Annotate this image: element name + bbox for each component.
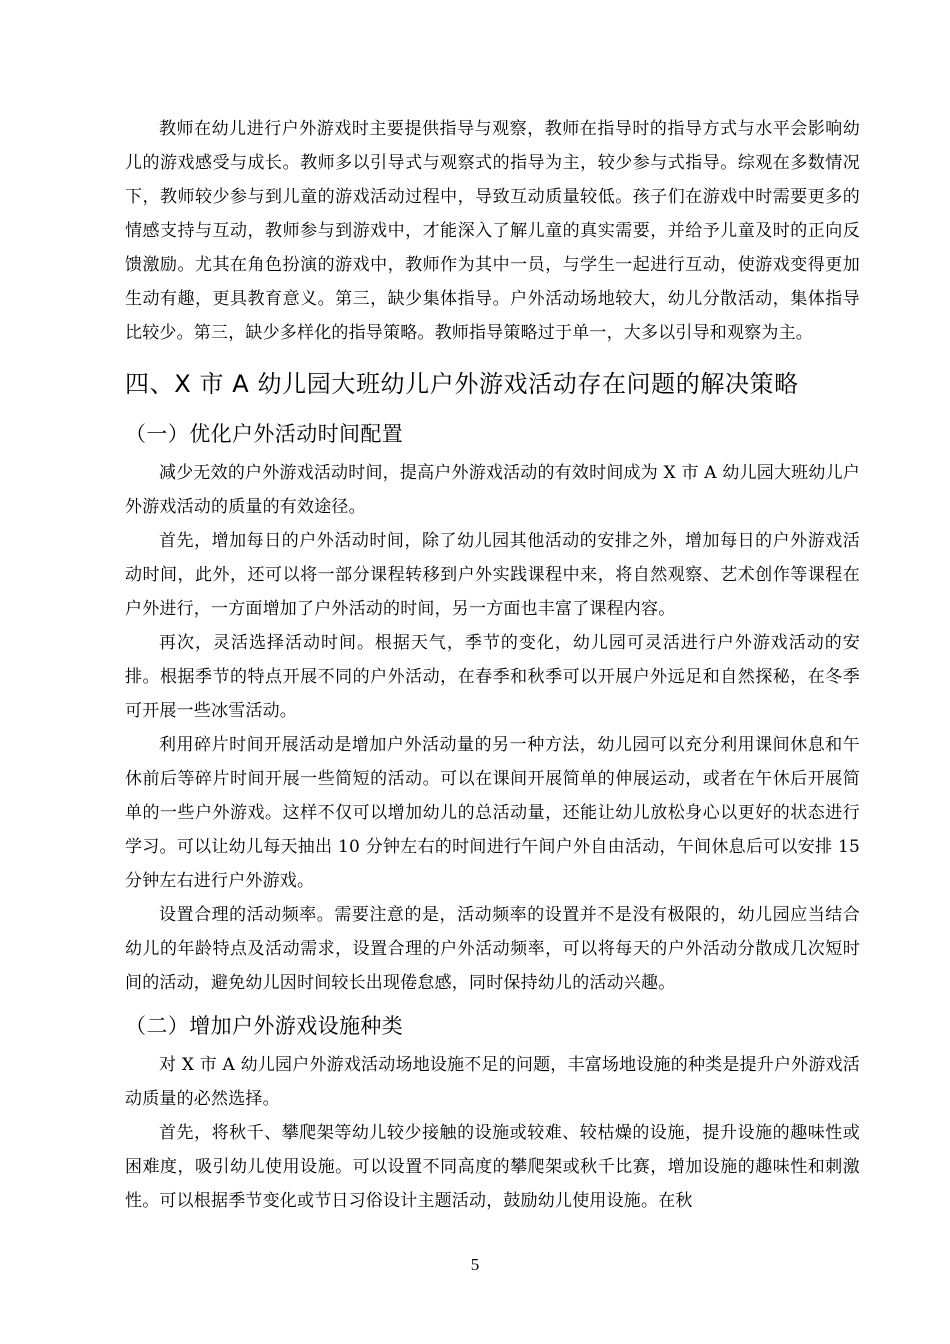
page-number: 5: [470, 1255, 480, 1274]
page-content: [125, 112, 860, 1218]
paragraph-flexible-time: 再次，灵活选择活动时间。根据天气，季节的变化，幼儿园可灵活进行户外游戏活动的安排。根据季节的特点开展不同的户外活动，在春季和秋季可以开展户外远足和自然探秘，在冬季可开展一些冰雪活动。: [125, 633, 860, 721]
section-heading-solutions: 四、X 市 A 幼儿园大班幼儿户外游戏活动存在问题的解决策略: [125, 370, 799, 398]
paragraph-facility-shortage: 对 X 市 A 幼儿园户外游戏活动场地设施不足的问题，丰富场地设施的种类是提升户外游戏活动质量的必然选择。: [125, 1055, 860, 1109]
subheading-facility-types: （二）增加户外游戏设施种类: [125, 1014, 404, 1038]
paragraph-facility-interest: 首先，将秋千、攀爬架等幼儿较少接触的设施或较难、较枯燥的设施，提升设施的趣味性或困难度，吸引幼儿使用设施。可以设置不同高度的攀爬架或秋千比赛，增加设施的趣味性和刺激性。可以根据季节变化或节日习俗设计主题活动，鼓励幼儿使用设施。在秋: [125, 1123, 860, 1211]
paragraph-activity-frequency: 设置合理的活动频率。需要注意的是，活动频率的设置并不是没有极限的，幼儿园应当结合幼儿的年龄特点及活动需求，设置合理的户外活动频率，可以将每天的户外活动分散成几次短时间的活动，避免幼儿因时间较长出现倦怠感，同时保持幼儿的活动兴趣。: [125, 905, 860, 993]
paragraph-fragment-time: 利用碎片时间开展活动是增加户外活动量的另一种方法，幼儿园可以充分利用课间休息和午休前后等碎片时间开展一些简短的活动。可以在课间开展简单的伸展运动，或者在午休后开展简单的一些户外游戏。这样不仅可以增加幼儿的总活动量，还能让幼儿放松身心以更好的状态进行学习。可以让幼儿每天抽出 10 分钟左右的时间进行午间户外自由活动，午间休息后可以安排 15 分钟左右进行户外游戏。: [125, 735, 860, 891]
subheading-optimize-time: （一）优化户外活动时间配置: [125, 422, 404, 446]
paragraph-teacher-guidance: 教师在幼儿进行户外游戏时主要提供指导与观察，教师在指导时的指导方式与水平会影响幼儿的游戏感受与成长。教师多以引导式与观察式的指导为主，较少参与式指导。综观在多数情况下，教师较少参与到儿童的游戏活动过程中，导致互动质量较低。孩子们在游戏中时需要更多的情感支持与互动，教师参与到游戏中，才能深入了解儿童的真实需要，并给予儿童及时的正向反馈激励。尤其在角色扮演的游戏中，教师作为其中一员，与学生一起进行互动，使游戏变得更加生动有趣，更具教育意义。第三，缺少集体指导。户外活动场地较大，幼儿分散活动，集体指导比较少。第三，缺少多样化的指导策略。教师指导策略过于单一，大多以引导和观察为主。: [125, 119, 860, 343]
paragraph-reduce-invalid-time: 减少无效的户外游戏活动时间，提高户外游戏活动的有效时间成为 X 市 A 幼儿园大班幼儿户外游戏活动的质量的有效途径。: [125, 463, 860, 517]
paragraph-increase-daily-time: 首先，增加每日的户外活动时间，除了幼儿园其他活动的安排之外，增加每日的户外游戏活动时间，此外，还可以将一部分课程转移到户外实践课程中来，将自然观察、艺术创作等课程在户外进行，一方面增加了户外活动的时间，另一方面也丰富了课程内容。: [125, 531, 860, 619]
